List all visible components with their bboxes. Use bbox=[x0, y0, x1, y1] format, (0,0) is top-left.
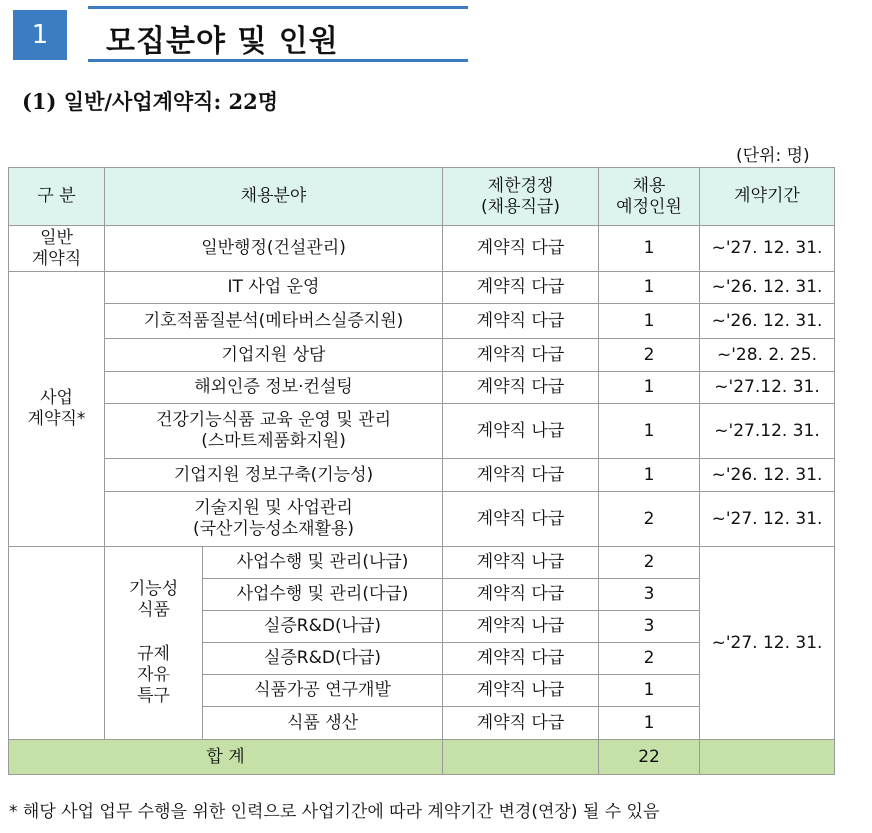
field-line: (국산기능성소재활용) bbox=[192, 519, 355, 539]
field-cell: 기업지원 상담 bbox=[105, 339, 443, 372]
field-line: (스마트제품화지원) bbox=[201, 431, 346, 451]
period-cell: ~'27.12. 31. bbox=[700, 404, 835, 459]
table-row bbox=[9, 304, 835, 339]
period-cell: ~'27. 12. 31. bbox=[700, 492, 835, 547]
table-row bbox=[9, 339, 835, 372]
group-label-line: 계약직* bbox=[27, 409, 86, 429]
field-cell: 해외인증 정보·컨설팅 bbox=[105, 372, 443, 404]
grade-cell: 계약직 다급 bbox=[443, 707, 599, 740]
header-planned-line1: 채용 bbox=[632, 175, 666, 196]
field-cell: 식품 생산 bbox=[203, 707, 443, 740]
table-row bbox=[9, 272, 835, 304]
field-cell: 사업수행 및 관리(다급) bbox=[203, 579, 443, 611]
count-cell: 1 bbox=[599, 707, 700, 740]
subgroup-label-line: 기능성 bbox=[128, 579, 179, 599]
field-cell: 일반행정(건설관리) bbox=[105, 226, 443, 272]
table-header-row bbox=[9, 168, 835, 226]
grade-cell: 계약직 나급 bbox=[443, 675, 599, 707]
field-line: 기술지원 및 사업관리 bbox=[194, 498, 353, 518]
subgroup-label-line: 특구 bbox=[137, 686, 170, 706]
unit-note: (단위: 명) bbox=[736, 146, 810, 166]
section-number-badge: 1 bbox=[13, 10, 67, 60]
period-cell: ~'26. 12. 31. bbox=[700, 272, 835, 304]
header-competition-line2: (채용직급) bbox=[481, 196, 560, 217]
grade-cell: 계약직 다급 bbox=[443, 372, 599, 404]
count-cell: 1 bbox=[599, 304, 700, 339]
field-line: 건강기능식품 교육 운영 및 관리 bbox=[155, 410, 392, 430]
header-period: 계약기간 bbox=[700, 168, 835, 226]
header-competition bbox=[443, 168, 599, 226]
grade-cell: 계약직 다급 bbox=[443, 492, 599, 547]
table-row bbox=[9, 459, 835, 492]
count-cell: 1 bbox=[599, 226, 700, 272]
field-cell: IT 사업 운영 bbox=[105, 272, 443, 304]
grade-cell: 계약직 다급 bbox=[443, 459, 599, 492]
count-cell: 1 bbox=[599, 404, 700, 459]
grade-cell: 계약직 다급 bbox=[443, 272, 599, 304]
field-cell bbox=[105, 404, 443, 459]
footnote: * 해당 사업 업무 수행을 위한 인력으로 사업기간에 따라 계약기간 변경(연장) 될 수 있음 bbox=[9, 802, 660, 822]
group-label-line: 일반 bbox=[40, 227, 73, 248]
header-field: 채용분야 bbox=[105, 168, 443, 226]
header-competition-line1: 제한경쟁 bbox=[487, 175, 554, 196]
subgroup-label-line: 식품 bbox=[137, 600, 170, 620]
count-cell: 2 bbox=[599, 339, 700, 372]
count-cell: 2 bbox=[599, 643, 700, 675]
header-planned-line2: 예정인원 bbox=[616, 196, 682, 217]
count-cell: 1 bbox=[599, 372, 700, 404]
group-label-project-cont bbox=[9, 547, 105, 740]
field-cell: 실증R&D(다급) bbox=[203, 643, 443, 675]
count-cell: 1 bbox=[599, 459, 700, 492]
table-row bbox=[9, 372, 835, 404]
group-label-project bbox=[9, 272, 105, 547]
field-cell: 실증R&D(나급) bbox=[203, 611, 443, 643]
grade-cell: 계약직 다급 bbox=[443, 643, 599, 675]
period-cell: ~'27.12. 31. bbox=[700, 372, 835, 404]
count-cell: 1 bbox=[599, 675, 700, 707]
total-grade-cell bbox=[443, 740, 599, 775]
table-row bbox=[9, 492, 835, 547]
count-cell: 2 bbox=[599, 492, 700, 547]
group-label-line: 사업 bbox=[40, 388, 73, 408]
grade-cell: 계약직 다급 bbox=[443, 579, 599, 611]
grade-cell: 계약직 다급 bbox=[443, 339, 599, 372]
count-cell: 3 bbox=[599, 579, 700, 611]
group-label-line: 계약직 bbox=[31, 248, 82, 269]
group-label-general bbox=[9, 226, 105, 272]
field-cell bbox=[105, 492, 443, 547]
field-cell: 기업지원 정보구축(기능성) bbox=[105, 459, 443, 492]
header-category: 구 분 bbox=[9, 168, 105, 226]
total-count: 22 bbox=[599, 740, 700, 775]
grade-cell: 계약직 다급 bbox=[443, 304, 599, 339]
subgroup-label bbox=[105, 547, 203, 740]
subgroup-label-line: 규제 bbox=[137, 644, 170, 664]
period-cell: ~'27. 12. 31. bbox=[700, 547, 835, 740]
field-cell: 사업수행 및 관리(나급) bbox=[203, 547, 443, 579]
grade-cell: 계약직 나급 bbox=[443, 547, 599, 579]
count-cell: 3 bbox=[599, 611, 700, 643]
table-row bbox=[9, 547, 835, 579]
field-cell: 기호적품질분석(메타버스실증지원) bbox=[105, 304, 443, 339]
period-cell: ~'27. 12. 31. bbox=[700, 226, 835, 272]
period-cell: ~'26. 12. 31. bbox=[700, 459, 835, 492]
period-cell: ~'28. 2. 25. bbox=[700, 339, 835, 372]
table-row bbox=[9, 404, 835, 459]
total-label: 합 계 bbox=[9, 740, 443, 775]
subheading: (1) 일반/사업계약직: 22명 bbox=[22, 89, 279, 114]
section-title-box bbox=[88, 6, 468, 62]
recruitment-table bbox=[8, 167, 835, 775]
section-title: 모집분야 및 인원 bbox=[106, 24, 339, 59]
count-cell: 2 bbox=[599, 547, 700, 579]
total-row bbox=[9, 740, 835, 775]
grade-cell: 계약직 나급 bbox=[443, 404, 599, 459]
total-period-cell bbox=[700, 740, 835, 775]
table-row bbox=[9, 226, 835, 272]
period-cell: ~'26. 12. 31. bbox=[700, 304, 835, 339]
header-planned bbox=[599, 168, 700, 226]
grade-cell: 계약직 다급 bbox=[443, 226, 599, 272]
subgroup-label-line bbox=[111, 621, 196, 644]
grade-cell: 계약직 나급 bbox=[443, 611, 599, 643]
field-cell: 식품가공 연구개발 bbox=[203, 675, 443, 707]
subgroup-label-line: 자유 bbox=[137, 665, 170, 685]
count-cell: 1 bbox=[599, 272, 700, 304]
